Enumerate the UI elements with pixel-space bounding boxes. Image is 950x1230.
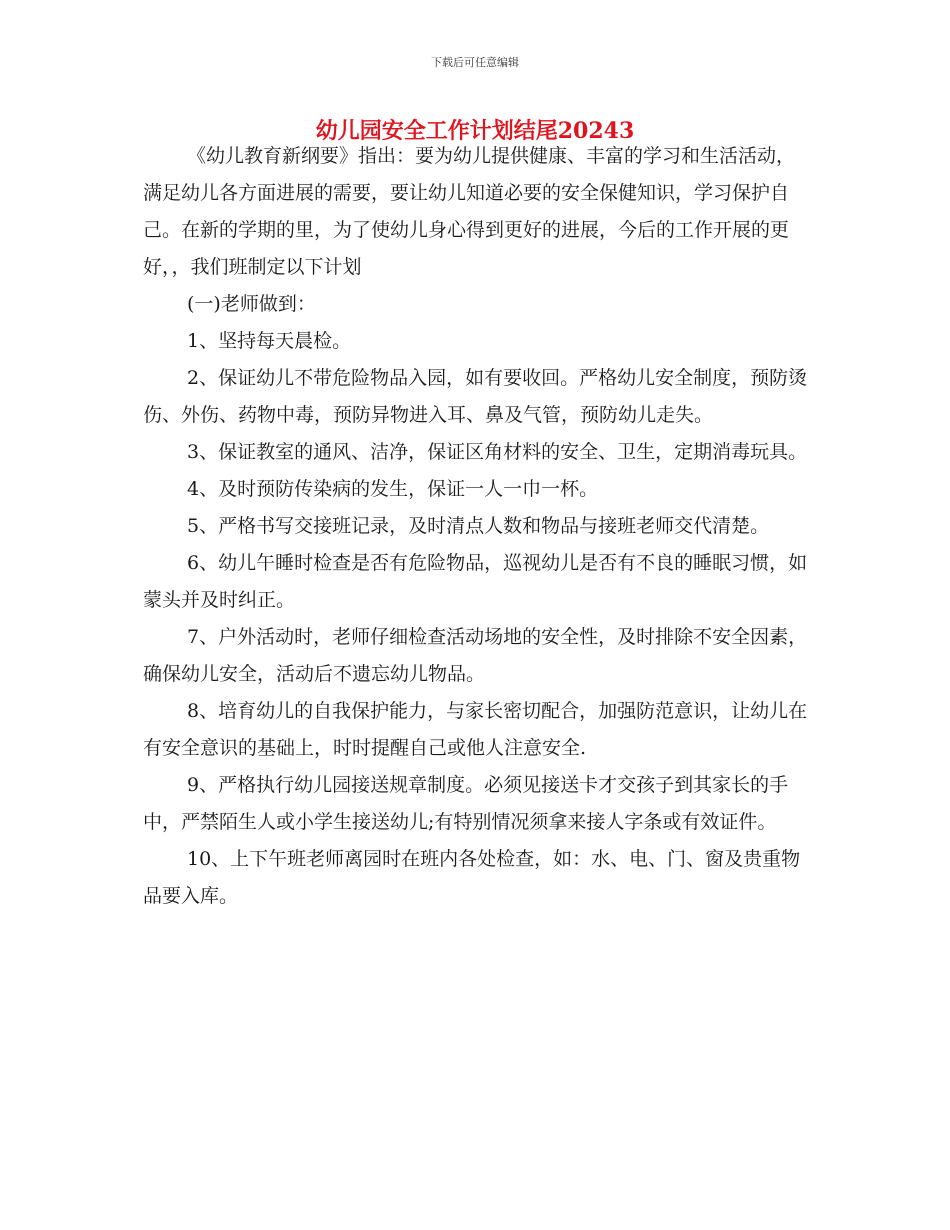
intro-paragraph: 《幼儿教育新纲要》指出：要为幼儿提供健康、丰富的学习和生活活动，满足幼儿各方面进展的需要，要让幼儿知道必要的安全保健知识，学习保护自己。在新的学期的里，为了使幼儿身心得到更好的进展，今后的工作开展的更好，，我们班制定以下计划	[143, 145, 796, 278]
list-item: 2、保证幼儿不带危险物品入园，如有要收回。严格幼儿安全制度，预防烫伤、外伤、药物中毒，预防异物进入耳、鼻及气管，预防幼儿走失。	[143, 367, 808, 426]
list-item: 7、户外活动时，老师仔细检查活动场地的安全性，及时排除不安全因素，确保幼儿安全，活动后不遗忘幼儿物品。	[143, 626, 808, 685]
page-header: 下载后可任意编辑	[431, 56, 519, 69]
list-item: 3、保证教室的通风、洁净，保证区角材料的安全、卫生，定期消毒玩具。	[187, 441, 808, 463]
document-body	[143, 138, 808, 915]
list-item: 1、坚持每天晨检。	[187, 330, 352, 352]
document-title: 幼儿园安全工作计划结尾20243	[315, 118, 635, 144]
list-item: 10、上下午班老师离园时在班内各处检查，如：水、电、门、窗及贵重物品要入库。	[143, 848, 801, 907]
list-item: 5、严格书写交接班记录，及时清点人数和物品与接班老师交代清楚。	[187, 515, 770, 537]
list-item: 4、及时预防传染病的发生，保证一人一巾一杯。	[187, 478, 599, 500]
section-heading: (一)老师做到：	[187, 293, 316, 315]
list-item: 8、培育幼儿的自我保护能力，与家长密切配合，加强防范意识，让幼儿在有安全意识的基础上，时时提醒自己或他人注意安全.	[143, 700, 808, 759]
list-item: 6、幼儿午睡时检查是否有危险物品，巡视幼儿是否有不良的睡眠习惯，如蒙头并及时纠正。	[143, 552, 808, 611]
list-item: 9、严格执行幼儿园接送规章制度。必须见接送卡才交孩子到其家长的手中，严禁陌生人或小学生接送幼儿;有特别情况须拿来接人字条或有效证件。	[143, 774, 789, 833]
